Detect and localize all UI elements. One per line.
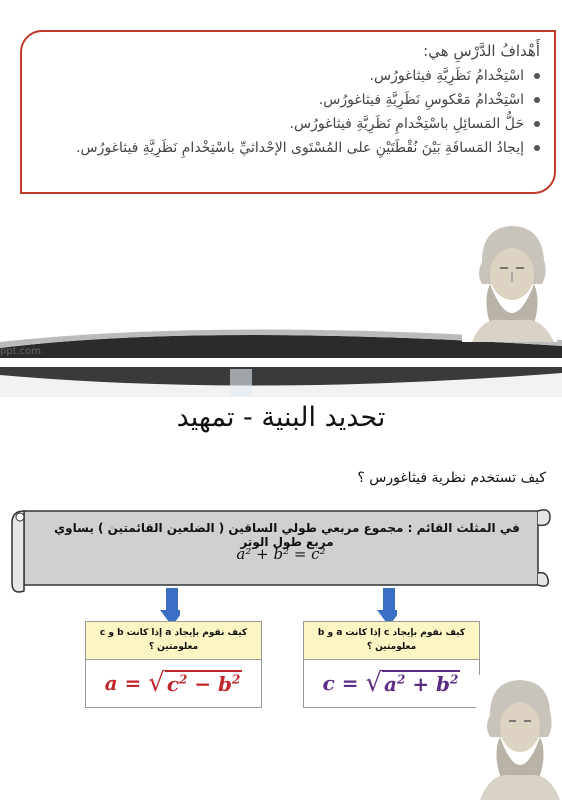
question-text: كيف تستخدم نظرية فيثاغورس ؟ bbox=[357, 470, 546, 486]
list-item: اسْتِخْدامُ نَظَرِيَّةِ فيثاغورُس. bbox=[35, 68, 540, 84]
bullet-icon bbox=[534, 121, 540, 127]
site-watermark: ppt.com bbox=[0, 346, 42, 357]
objectives-title: أَهْدافُ الدَّرْسِ هي: bbox=[423, 42, 540, 60]
theorem-statement: في المثلث القائم : مجموع مربعي طولي الساقين ( الضلعين القائمتين ) يساوي مربع طول الوتر bbox=[54, 521, 520, 549]
box-question: كيف نقوم بإيجاد c إذا كانت a و b معلومتين ؟ bbox=[304, 622, 479, 660]
top-band bbox=[0, 367, 562, 397]
slide-intro bbox=[0, 367, 562, 800]
objectives-list bbox=[35, 68, 540, 164]
formula-box-find-c bbox=[303, 621, 480, 708]
list-item: اسْتِخْدامُ مَعْكوسِ نَظَرِيَّةِ فيثاغورُس. bbox=[35, 92, 540, 108]
page-title: تحديد البنية - تمهيد bbox=[176, 402, 386, 433]
objectives-box bbox=[20, 30, 556, 194]
theorem-formula: a² + b² = c² bbox=[236, 545, 326, 563]
bullet-icon bbox=[534, 73, 540, 79]
pythagoras-portrait-icon bbox=[462, 222, 557, 342]
pythagoras-portrait-icon bbox=[476, 675, 560, 800]
formula-c: c = √ $a^2 + b^2$ bbox=[322, 668, 459, 698]
formula-a: a = √ $c^2 - b^2$ bbox=[104, 668, 241, 698]
theorem-scroll bbox=[10, 503, 552, 593]
slide-objectives bbox=[0, 0, 562, 365]
formula-box-find-a bbox=[85, 621, 262, 708]
box-question: كيف نقوم بإيجاد a إذا كانت b و c معلومتين ؟ bbox=[86, 622, 261, 660]
list-item: إيجادُ المَسافَةِ بَيْنَ نُقْطَتَيْنِ على المُسْتَوى الإحْداثيِّ باسْتِخْدامِ نَظَرِيَّةِ فيثاغورُس. bbox=[35, 140, 540, 156]
bullet-icon bbox=[534, 97, 540, 103]
list-item: حَلُّ المَسائِلِ باسْتِخْدامِ نَظَرِيَّةِ فيثاغورُس. bbox=[35, 116, 540, 132]
faint-logo-icon bbox=[230, 369, 252, 397]
bullet-icon bbox=[534, 145, 540, 151]
